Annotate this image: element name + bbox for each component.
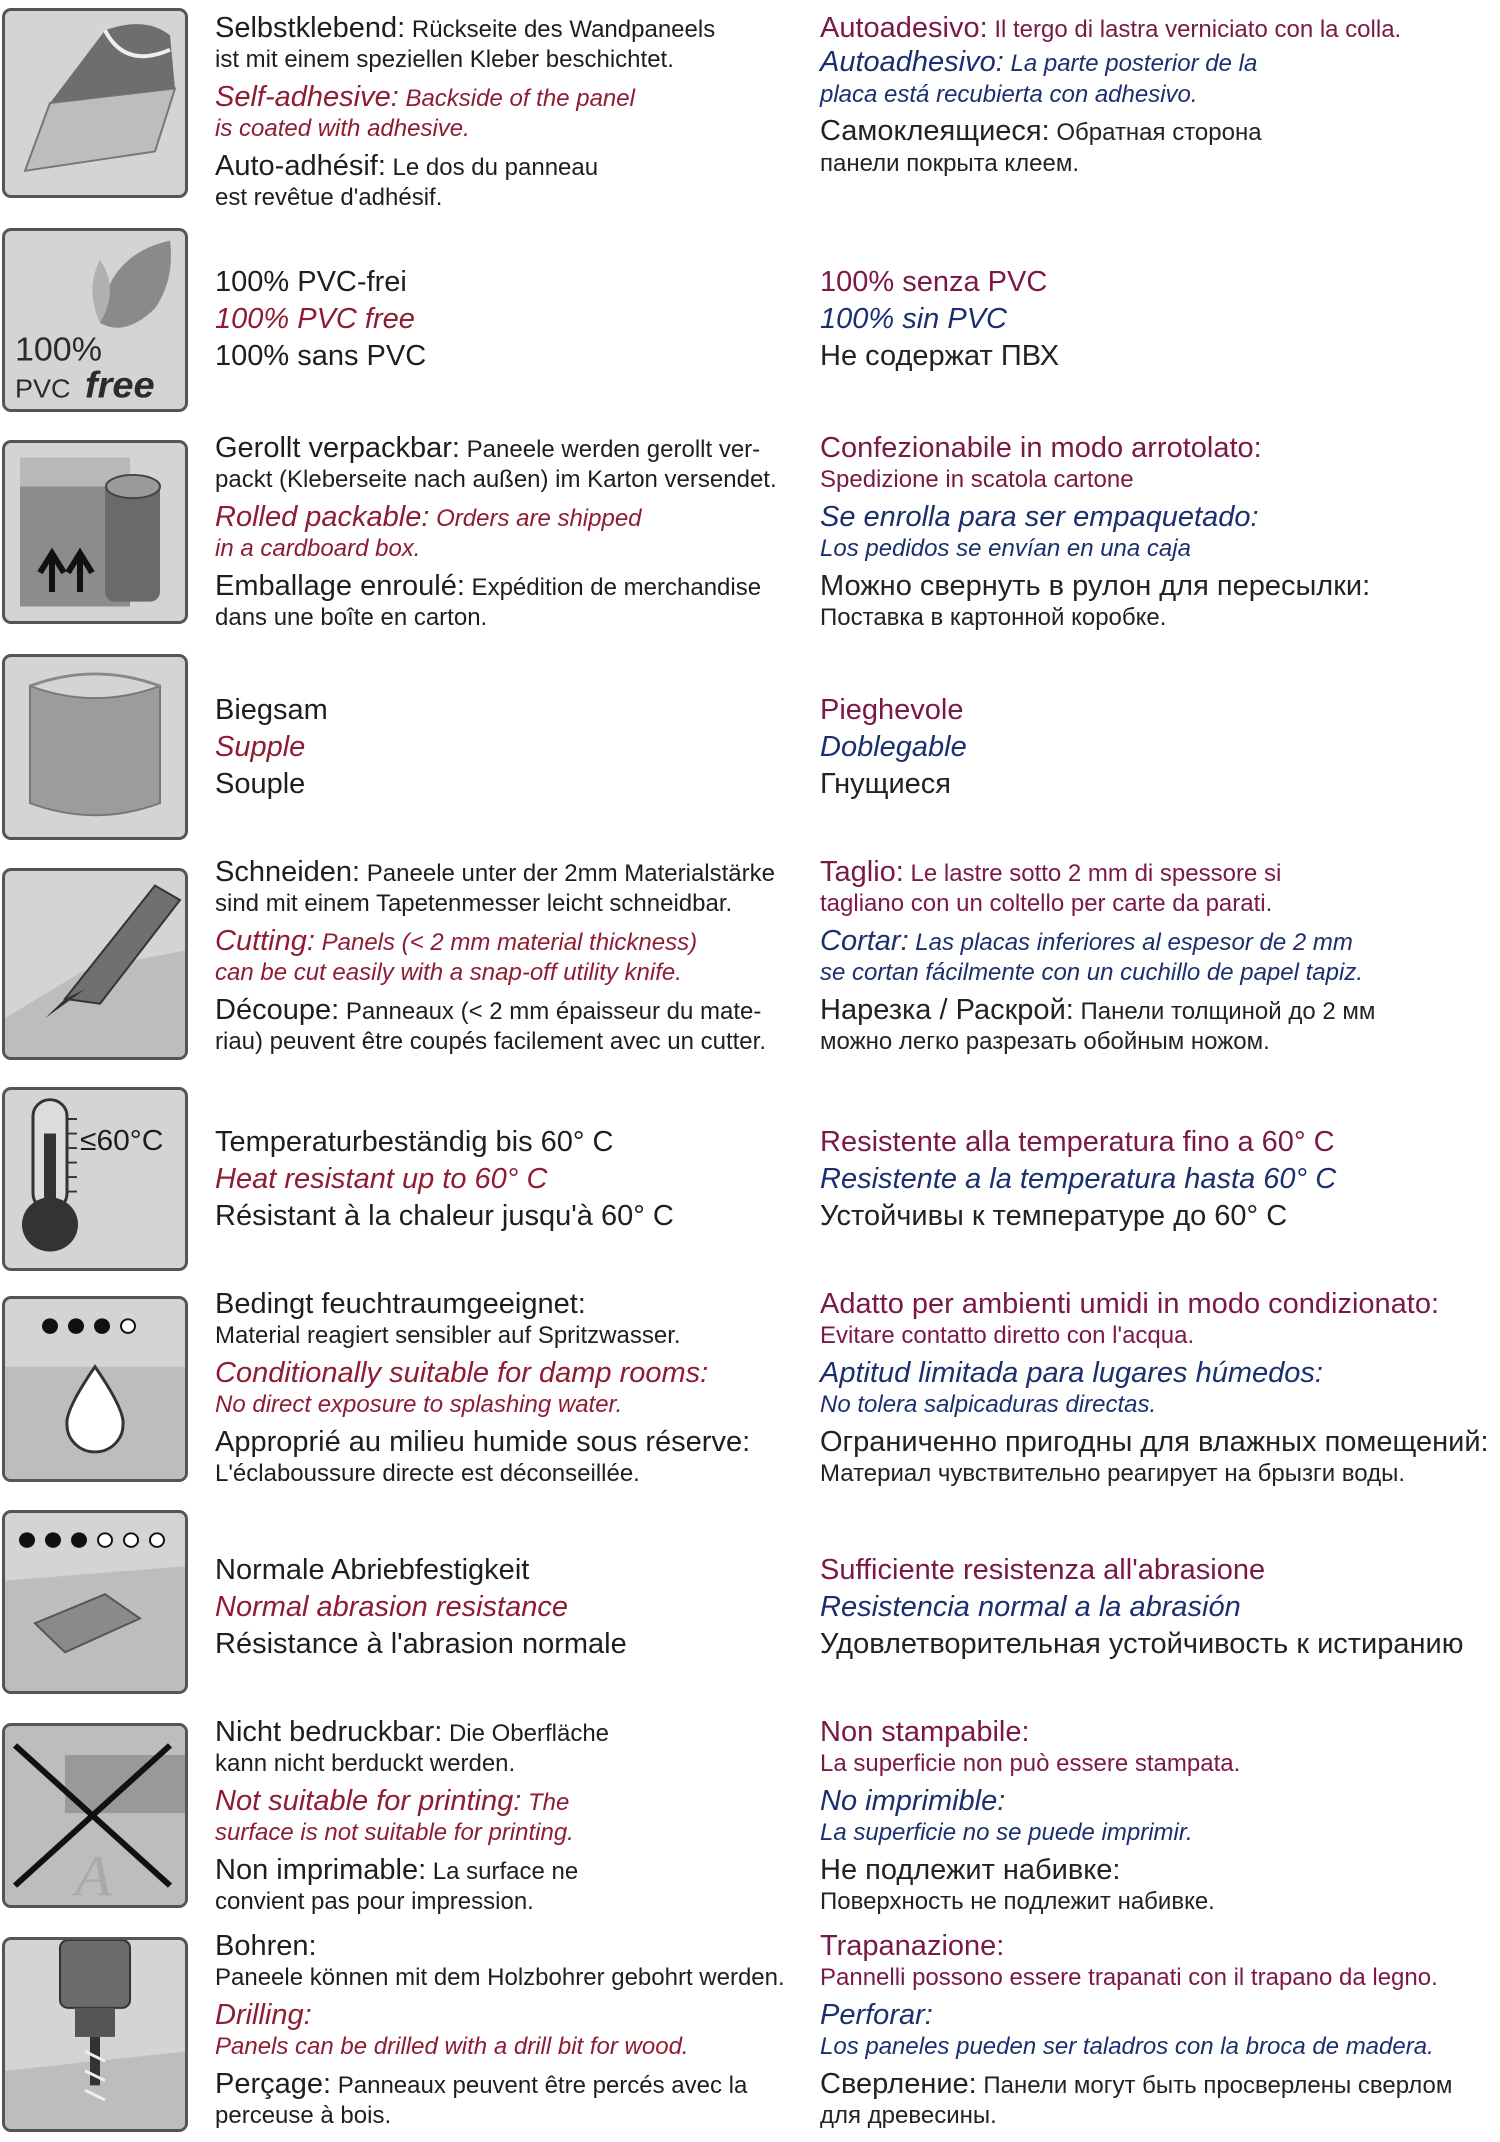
line-heading: Conditionally suitable for damp rooms: — [215, 1356, 709, 1389]
line-body: La surface ne — [426, 1857, 579, 1885]
text-line-fr — [215, 2067, 748, 2100]
line-heading: Sufficiente resistenza all'abrasione — [820, 1554, 1266, 1586]
text-line-it — [820, 1324, 1194, 1348]
text-line-es — [820, 48, 1257, 77]
line-heading: Emballage enroulé: — [215, 569, 465, 602]
line-body: Pannelli possono essere trapanati con il trapano da legno. — [820, 1964, 1438, 1992]
line-heading: Gerollt verpackbar: — [215, 432, 460, 464]
text-line-fr — [215, 770, 305, 799]
line-body: Панели толщиной до 2 мм — [1073, 997, 1376, 1025]
text-line-fr — [215, 1462, 640, 1486]
text-line-es — [820, 1784, 1006, 1817]
text-line-de — [215, 1324, 681, 1348]
text-line-es — [820, 733, 967, 762]
line-heading: Resistente a la temperatura hasta 60° C — [820, 1163, 1337, 1195]
line-heading: Souple — [215, 768, 306, 800]
rating-dot-empty — [98, 1533, 112, 1547]
text-line-es — [820, 1998, 933, 2031]
line-body: Поставка в картонной коробке. — [820, 604, 1167, 631]
water-drop-icon — [5, 1299, 185, 1479]
line-heading: Сверление: — [820, 2067, 977, 2100]
rating-dot-filled — [68, 1318, 84, 1333]
text-line-ru — [820, 149, 1080, 177]
text-line-de — [215, 48, 674, 72]
text-line-ru — [820, 993, 1376, 1026]
line-body: perceuse à bois. — [215, 2102, 392, 2129]
line-body: панели покрыта клеем. — [820, 149, 1080, 177]
text-line-it — [820, 892, 1272, 916]
pvc-free-leaf-icon — [5, 231, 185, 409]
text-line-fr — [215, 1030, 766, 1054]
line-body: Обратная сторона — [1049, 119, 1262, 147]
line-body: riau) peuvent être coupés facilement avec un cutter. — [215, 1028, 766, 1055]
rating-dot-filled — [45, 1532, 61, 1547]
no-printing-icon-box — [2, 1723, 188, 1908]
line-body: Panneaux (< 2 mm épaisseur du mate- — [339, 997, 762, 1025]
line-body: ist mit einem speziellen Kleber beschichtet. — [215, 46, 674, 74]
rating-dot-filled — [94, 1318, 110, 1333]
text-line-fr — [215, 1630, 627, 1659]
text-line-es — [820, 500, 1259, 533]
line-heading: Autoadesivo: — [820, 12, 988, 44]
line-heading: Cortar: — [820, 924, 909, 957]
pvc-percent-text: 100% — [15, 332, 102, 369]
line-body: La parte posterior de la — [1003, 50, 1258, 78]
rating-dot-empty — [124, 1533, 138, 1547]
line-heading: Ограниченно пригодны для влажных помещений: — [820, 1425, 1489, 1458]
line-heading: Se enrolla para ser empaquetado: — [820, 500, 1259, 533]
line-heading: Bohren: — [215, 1930, 317, 1962]
abrasion-sponge-icon-box — [2, 1510, 188, 1694]
text-line-es — [820, 1593, 1241, 1622]
line-heading: Pieghevole — [820, 694, 964, 726]
text-line-en — [215, 537, 420, 561]
drill-icon — [5, 1940, 185, 2129]
pvc-free-leaf-icon-box — [2, 228, 188, 412]
line-heading: Не подлежит набивке: — [820, 1853, 1121, 1886]
line-body: Expédition de merchandise — [464, 573, 762, 601]
line-body: convient pas pour impression. — [215, 1888, 534, 1915]
flexible-panel-icon-box — [2, 654, 188, 840]
text-line-en — [215, 500, 642, 533]
line-heading: Rolled packable: — [215, 500, 430, 533]
line-heading: Устойчивы к температуре до 60° C — [820, 1200, 1288, 1232]
line-body: La superficie non può essere stampata. — [820, 1750, 1241, 1778]
line-body: surface is not suitable for printing. — [215, 1819, 574, 1847]
text-line-es — [820, 305, 1007, 334]
line-body: Panels can be drilled with a drill bit for wood. — [215, 2033, 689, 2061]
line-body: dans une boîte en carton. — [215, 604, 488, 631]
text-line-es — [820, 1165, 1336, 1194]
text-line-es — [820, 1821, 1193, 1845]
line-body: The — [521, 1788, 570, 1816]
rating-dot-filled — [71, 1532, 87, 1547]
rolled-package-icon — [5, 443, 185, 621]
line-heading: 100% senza PVC — [820, 266, 1048, 298]
text-line-es — [820, 80, 1198, 108]
text-line-de — [215, 1752, 515, 1776]
line-heading: 100% sans PVC — [215, 340, 427, 372]
line-body: est revêtue d'adhésif. — [215, 184, 443, 211]
text-line-ru — [820, 569, 1371, 602]
line-heading: 100% PVC free — [215, 303, 415, 335]
text-line-es — [820, 2035, 1434, 2059]
line-body: Paneele können mit dem Holzbohrer gebohrt werden. — [215, 1964, 785, 1992]
text-line-ru — [820, 2067, 1453, 2100]
line-body: Paneele unter der 2mm Materialstärke — [360, 860, 775, 887]
text-line-fr — [215, 186, 442, 210]
text-line-ru — [820, 1462, 1405, 1486]
line-body: L'éclaboussure directe est déconseillée. — [215, 1460, 640, 1487]
text-line-it — [820, 268, 1047, 297]
text-line-ru — [820, 1853, 1121, 1886]
line-heading: Confezionabile in modo arrotolato: — [820, 432, 1262, 464]
text-line-ru — [820, 770, 951, 799]
rating-dot-filled — [19, 1532, 35, 1547]
line-heading: Supple — [215, 731, 306, 763]
drill-icon-box — [2, 1937, 188, 2132]
line-body: Rückseite des Wandpaneels — [405, 16, 716, 43]
text-line-de — [215, 858, 775, 887]
line-heading: Self-adhesive: — [215, 80, 399, 113]
line-heading: Heat resistant up to 60° C — [215, 1163, 548, 1195]
line-heading: Non stampabile: — [820, 1716, 1030, 1748]
line-body: sind mit einem Tapetenmesser leicht schneidbar. — [215, 890, 733, 918]
text-line-es — [820, 1356, 1323, 1389]
text-line-fr — [215, 569, 762, 602]
rating-dot-filled — [42, 1318, 58, 1333]
line-heading: Découpe: — [215, 993, 340, 1026]
text-line-it — [820, 1556, 1265, 1585]
text-line-en — [215, 305, 415, 334]
text-line-it — [820, 1932, 1004, 1961]
line-heading: No imprimible: — [820, 1784, 1006, 1817]
text-line-fr — [215, 2104, 391, 2128]
text-line-en — [215, 80, 635, 113]
line-heading: Normal abrasion resistance — [215, 1591, 568, 1623]
line-heading: 100% sin PVC — [820, 303, 1007, 335]
text-line-de — [215, 696, 328, 725]
text-line-it — [820, 696, 964, 725]
pvc-text: PVC — [15, 373, 71, 404]
rating-dot-empty — [121, 1319, 135, 1333]
text-line-es — [820, 924, 1353, 957]
line-body: Orders are shipped — [429, 504, 642, 532]
text-line-ru — [820, 1425, 1489, 1458]
line-heading: Auto-adhésif: — [215, 149, 386, 182]
line-heading: Drilling: — [215, 1998, 312, 2031]
text-line-it — [820, 1290, 1439, 1319]
text-line-de — [215, 1128, 613, 1157]
text-line-en — [215, 117, 470, 141]
line-body: placa está recubierta con adhesivo. — [820, 80, 1198, 108]
line-heading: Resistente alla temperatura fino a 60° C — [820, 1126, 1335, 1158]
line-heading: Schneiden: — [215, 856, 361, 888]
line-heading: Biegsam — [215, 694, 328, 726]
rating-dot-empty — [150, 1533, 164, 1547]
line-body: Las placas inferiores al espesor de 2 mm — [908, 928, 1353, 956]
line-heading: Perforar: — [820, 1998, 933, 2031]
text-line-en — [215, 1393, 622, 1417]
text-line-de — [215, 1718, 609, 1747]
line-heading: Trapanazione: — [820, 1930, 1005, 1962]
text-line-ru — [820, 1202, 1287, 1231]
line-body: для древесины. — [820, 2102, 997, 2129]
line-body: Die Oberfläche — [442, 1720, 610, 1747]
text-line-de — [215, 1966, 785, 1990]
line-body: Backside of the panel — [398, 84, 635, 112]
line-heading: Нарезка / Раскрой: — [820, 993, 1074, 1026]
line-body: se cortan fácilmente con un cuchillo de papel tapiz. — [820, 959, 1363, 987]
text-line-ru — [820, 1630, 1463, 1659]
line-heading: Самоклеящиеся: — [820, 115, 1050, 148]
line-heading: Adatto per ambienti umidi in modo condizionato: — [820, 1288, 1440, 1320]
rolled-package-icon-box — [2, 440, 188, 624]
text-line-it — [820, 1966, 1438, 1990]
line-heading: Не содержат ПВХ — [820, 340, 1060, 372]
line-body: Поверхность не подлежит набивке. — [820, 1888, 1215, 1915]
line-body: Los pedidos se envían en una caja — [820, 535, 1191, 563]
self-adhesive-icon-box — [2, 8, 188, 198]
text-line-ru — [820, 117, 1262, 146]
text-line-en — [215, 733, 305, 762]
line-body: Evitare contatto diretto con l'acqua. — [820, 1322, 1195, 1350]
line-body: Панели могут быть просверлены сверлом — [976, 2071, 1453, 2099]
line-body: is coated with adhesive. — [215, 115, 470, 143]
text-line-en — [215, 1165, 547, 1194]
line-heading: Temperaturbeständig bis 60° C — [215, 1126, 614, 1158]
text-line-en — [215, 1998, 312, 2031]
water-drop-icon-box — [2, 1296, 188, 1482]
text-line-es — [820, 1393, 1156, 1417]
line-heading: Perçage: — [215, 2067, 332, 2100]
text-line-es — [820, 537, 1191, 561]
text-line-en — [215, 2035, 689, 2059]
line-body: Il tergo di lastra verniciato con la colla. — [987, 16, 1402, 43]
self-adhesive-icon — [5, 11, 185, 195]
line-heading: Doblegable — [820, 731, 967, 763]
line-heading: Not suitable for printing: — [215, 1784, 522, 1817]
line-heading: Résistant à la chaleur jusqu'à 60° C — [215, 1200, 674, 1232]
line-heading: Aptitud limitada para lugares húmedos: — [820, 1356, 1323, 1389]
line-body: можно легко разрезать обойным ножом. — [820, 1028, 1270, 1055]
line-body: packt (Kleberseite nach außen) im Karton versendet. — [215, 466, 777, 494]
flexible-panel-icon — [5, 657, 185, 837]
line-body: tagliano con un coltello per carte da parati. — [820, 890, 1273, 918]
text-line-de — [215, 1290, 586, 1319]
text-line-fr — [215, 342, 426, 371]
text-line-it — [820, 468, 1134, 492]
text-line-it — [820, 858, 1281, 887]
line-body: Le dos du panneau — [385, 153, 599, 181]
text-line-fr — [215, 1853, 579, 1886]
text-line-it — [820, 1752, 1240, 1776]
text-line-fr — [215, 993, 762, 1026]
text-line-it — [820, 14, 1401, 43]
line-body: Panneaux peuvent être percés avec la — [331, 2071, 748, 2099]
thermometer-icon-box — [2, 1087, 188, 1271]
text-line-de — [215, 468, 777, 492]
letter-a-text: A — [75, 1843, 112, 1905]
text-line-it — [820, 1128, 1335, 1157]
line-body: Los paneles pueden ser taladros con la broca de madera. — [820, 2033, 1434, 2061]
line-heading: Selbstklebend: — [215, 12, 406, 44]
text-line-en — [215, 924, 698, 957]
line-heading: Cutting: — [215, 924, 315, 957]
line-body: Материал чувствительно реагирует на брызги воды. — [820, 1460, 1405, 1487]
line-heading: Approprié au milieu humide sous réserve: — [215, 1425, 751, 1458]
cutting-knife-icon-box — [2, 868, 188, 1060]
line-heading: 100% PVC-frei — [215, 266, 407, 298]
text-line-en — [215, 1784, 570, 1817]
max-temp-text: ≤60°C — [80, 1124, 164, 1157]
text-line-fr — [215, 606, 487, 630]
line-heading: Bedingt feuchtraumgeeignet: — [215, 1288, 586, 1320]
line-body: Panels (< 2 mm material thickness) — [314, 928, 698, 956]
line-body: No tolera salpicaduras directas. — [820, 1391, 1157, 1419]
line-body: in a cardboard box. — [215, 535, 421, 563]
text-line-en — [215, 1821, 574, 1845]
thermometer-icon — [5, 1090, 185, 1268]
line-body: Material reagiert sensibler auf Spritzwasser. — [215, 1322, 681, 1350]
line-heading: Autoadhesivo: — [820, 46, 1004, 79]
line-heading: Non imprimable: — [215, 1853, 427, 1886]
text-line-en — [215, 1356, 709, 1389]
text-line-de — [215, 1556, 529, 1585]
line-body: La superficie no se puede imprimir. — [820, 1819, 1193, 1847]
text-line-fr — [215, 1890, 534, 1914]
text-line-fr — [215, 1425, 751, 1458]
text-line-ru — [820, 606, 1166, 630]
text-line-en — [215, 961, 682, 985]
text-line-de — [215, 892, 732, 916]
line-heading: Гнущиеся — [820, 768, 951, 800]
line-heading: Normale Abriebfestigkeit — [215, 1554, 530, 1586]
line-body: No direct exposure to splashing water. — [215, 1391, 623, 1419]
line-heading: Nicht bedruckbar: — [215, 1716, 443, 1748]
text-line-it — [820, 1718, 1030, 1747]
text-line-ru — [820, 1890, 1215, 1914]
line-body: can be cut easily with a snap-off utility knife. — [215, 959, 682, 987]
line-heading: Taglio: — [820, 856, 904, 888]
line-heading: Résistance à l'abrasion normale — [215, 1628, 627, 1660]
line-heading: Можно свернуть в рулон для пересылки: — [820, 569, 1371, 602]
text-line-en — [215, 1593, 568, 1622]
text-line-ru — [820, 1030, 1270, 1054]
line-body: Spedizione in scatola cartone — [820, 466, 1134, 494]
text-line-it — [820, 434, 1262, 463]
text-line-es — [820, 961, 1363, 985]
line-heading: Resistencia normal a la abrasión — [820, 1591, 1241, 1623]
text-line-de — [215, 1932, 317, 1961]
line-body: Le lastre sotto 2 mm di spessore si — [903, 860, 1282, 887]
no-printing-icon — [5, 1726, 185, 1905]
line-heading: Удовлетворительная устойчивость к истиранию — [820, 1628, 1464, 1660]
abrasion-sponge-icon — [5, 1513, 185, 1691]
cutting-knife-icon — [5, 871, 185, 1057]
text-line-fr — [215, 149, 599, 182]
text-line-ru — [820, 2104, 997, 2128]
text-line-de — [215, 434, 760, 463]
text-line-fr — [215, 1202, 674, 1231]
free-text: free — [85, 363, 155, 406]
text-line-ru — [820, 342, 1059, 371]
line-body: Paneele werden gerollt ver- — [460, 436, 761, 463]
text-line-de — [215, 14, 715, 43]
text-line-de — [215, 268, 407, 297]
line-body: kann nicht berduckt werden. — [215, 1750, 516, 1778]
